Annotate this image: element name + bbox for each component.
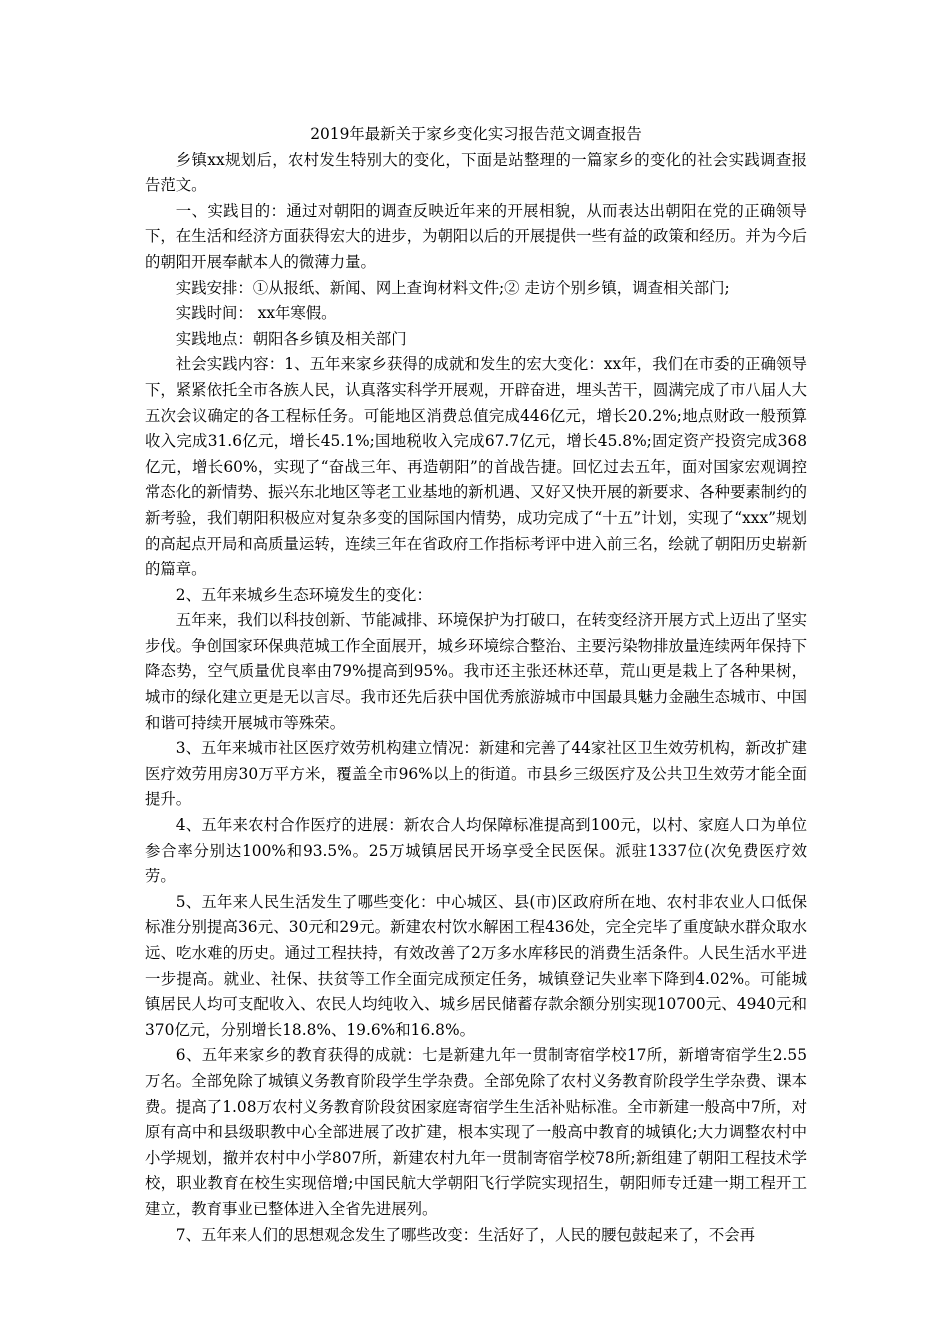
community-medical-paragraph: 3、五年来城市社区医疗效劳机构建立情况：新建和完善了44家社区卫生效劳机构，新改扩建医疗效劳用房30万平方米，覆盖全市96%以上的街道。市县乡三级医疗及公共卫生效劳才能全面提升。 [145, 739, 807, 809]
rural-medical-paragraph: 4、五年来农村合作医疗的进展：新农合人均保障标准提高到100元，以村、家庭人口为单位参合率分别达100%和93.5%。25万城镇居民开场享受全民医保。派驻1337位(次免费医疗效劳。 [145, 816, 807, 886]
time-paragraph: 实践时间： xx年寒假。 [175, 304, 337, 323]
location-paragraph: 实践地点：朝阳各乡镇及相关部门 [175, 329, 407, 348]
content-paragraph: 社会实践内容：1、五年来家乡获得的成就和发生的宏大变化：xx年，我们在市委的正确领导下，紧紧依托全市各族人民，认真落实科学开展观，开辟奋进，埋头苦干，圆满完成了市八届人大五次会议确定的各工程标任务。可能地区消费总值完成446亿元，增长20.2%;地点财政一般预算收入完成31.6亿元，增长45.1%;国地税收入完成67.7亿元，增长45.8%;固定资产投资完成368亿元，增长60%，实现了“奋战三年、再造朝阳”的首战告捷。回忆过去五年，面对国家宏观调控常态化的新情势、振兴东北地区等老工业基地的新机遇、又好又快开展的新要求、各种要素制约的新考验，我们朝阳积极应对复杂多变的国际国内情势，成功完成了“十五”计划，实现了“xxx”规划的高起点开局和高质量运转，连续三年在省政府工作指标考评中进入前三名，绘就了朝阳历史崭新的篇章。 [145, 355, 807, 579]
environment-paragraph: 五年来，我们以科技创新、节能减排、环境保护为打破口，在转变经济开展方式上迈出了坚实步伐。争创国家环保典范城工作全面展开，城乡环境综合整治、主要污染物排放量连续两年保持下降态势，空气质量优良率由79%提高到95%。我市还主张还林还草，荒山更是栽上了各种果树，城市的绿化建立更是无以言尽。我市还先后获中国优秀旅游城市中国最具魅力金融生态城市、中国和谐可持续开展城市等殊荣。 [145, 611, 807, 732]
purpose-paragraph: 一、实践目的：通过对朝阳的调查反映近年来的开展相貌，从而表达出朝阳在党的正确领导下，在生活和经济方面获得宏大的进步，为朝阳以后的开展提供一些有益的政策和经历。并为今后的朝阳开展奉献本人的微薄力量。 [145, 201, 807, 271]
section-heading: 2、五年来城乡生态环境发生的变化： [175, 585, 432, 604]
intro-paragraph: 乡镇xx规划后，农村发生特别大的变化，下面是站整理的一篇家乡的变化的社会实践调查报告范文。 [145, 150, 807, 195]
document-title: 2019年最新关于家乡变化实习报告范文调查报告 [310, 125, 642, 143]
arrangement-paragraph: 实践安排：①从报纸、新闻、网上查询材料文件;② 走访个别乡镇，调查相关部门; [175, 278, 730, 297]
living-paragraph: 5、五年来人民生活发生了哪些变化：中心城区、县(市)区政府所在地、农村非农业人口低保标准分别提高36元、30元和29元。新建农村饮水解困工程436处，完全完毕了重度缺水群众取水远、吃水难的历史。通过工程扶持，有效改善了2万多水库移民的消费生活条件。人民生活水平进一步提高。就业、社保、扶贫等工作全面完成预定任务，城镇登记失业率下降到4.02%。可能城镇居民人均可支配收入、农民人均纯收入、城乡居民储蓄存款余额分别实现10700元、4940元和370亿元，分别增长18.8%、19.6%和16.8%。 [145, 892, 807, 1039]
mindset-paragraph: 7、五年来人们的思想观念发生了哪些改变：生活好了，人民的腰包鼓起来了，不会再 [175, 1225, 756, 1244]
document-page [145, 122, 807, 1248]
education-paragraph: 6、五年来家乡的教育获得的成就：七是新建九年一贯制寄宿学校17所，新增寄宿学生2.55万名。全部免除了城镇义务教育阶段学生学杂费。全部免除了农村义务教育阶段学生学杂费、课本费。提高了1.08万农村义务教育阶段贫困家庭寄宿学生生活补贴标准。全市新建一般高中7所，对原有高中和县级职教中心全部进展了改扩建，根本实现了一般高中教育的城镇化;大力调整农村中小学规划，撤并农村中小学807所，新建农村九年一贯制寄宿学校78所;新组建了朝阳工程技术学校，职业教育在校生实现倍增;中国民航大学朝阳飞行学院实现招生，朝阳师专迁建一期工程开工建立，教育事业已整体进入全省先进展列。 [145, 1046, 807, 1218]
